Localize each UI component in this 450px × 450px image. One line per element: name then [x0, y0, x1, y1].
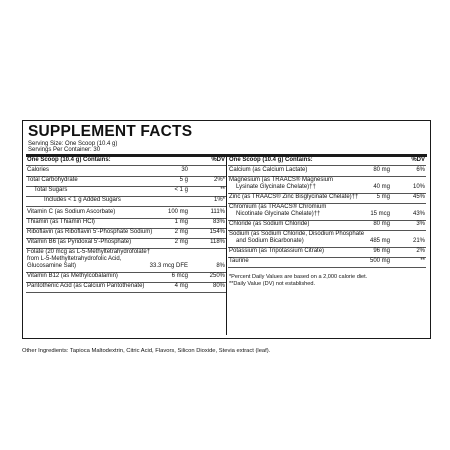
nutrient-label: Thiamin (as Thiamin HCl)	[27, 219, 95, 225]
footnote: *Percent Daily Values are based on a 2,000 calorie diet.	[229, 274, 368, 280]
nutrient-amount: 40 mg	[373, 184, 390, 190]
nutrient-row	[228, 248, 426, 258]
nutrient-label: Chromium (as TRAACS® Chromium	[229, 204, 327, 210]
right-column	[228, 157, 426, 335]
nutrient-row	[26, 177, 226, 187]
nutrient-label: Vitamin B6 (as Pyridoxal 5'-Phosphate)	[27, 239, 132, 245]
nutrient-label: Total Sugars	[34, 187, 68, 193]
nutrient-label: Vitamin B12 (as Methylcobalamin)	[27, 273, 118, 279]
nutrient-label: and Sodium Bicarbonate)	[236, 238, 304, 244]
footnote: **Daily Value (DV) not established.	[229, 281, 316, 287]
nutrient-label: Magnesium (as TRAACS® Magnesium	[229, 177, 334, 183]
column-header	[26, 157, 226, 166]
nutrient-amount: 100 mg	[167, 209, 188, 215]
nutrient-label: Calories	[27, 167, 50, 173]
nutrient-dv: 45%	[412, 194, 425, 200]
nutrient-label: Total Carbohydrate	[27, 177, 78, 183]
nutrient-row	[26, 167, 226, 177]
nutrient-dv: 10%	[412, 184, 425, 190]
nutrient-dv: 80%	[212, 283, 225, 289]
column-header-dv: %DV	[411, 157, 425, 163]
nutrient-amount: 500 mg	[369, 258, 390, 264]
nutrient-amount: 485 mg	[369, 238, 390, 244]
nutrient-dv: 1%*	[213, 197, 225, 203]
nutrient-dv: **	[220, 187, 225, 193]
nutrient-row	[26, 219, 226, 229]
nutrient-row	[26, 209, 226, 219]
nutrient-amount: < 1 g	[174, 187, 188, 193]
nutrient-dv: 2%*	[213, 177, 225, 183]
nutrient-row	[26, 273, 226, 283]
nutrient-label: Pantothenic Acid (as Calcium Pantothenate)	[27, 283, 145, 289]
nutrient-dv: 83%	[212, 219, 225, 225]
nutrient-amount: 80 mg	[373, 167, 390, 173]
nutrient-dv: **	[420, 258, 425, 264]
nutrient-label: Riboflavin (as Riboflavin 5'-Phosphate Sodium)	[27, 229, 153, 235]
panel-title: SUPPLEMENT FACTS	[28, 123, 193, 140]
serving-size: Serving Size: One Scoop (10.4 g)	[28, 141, 118, 147]
nutrient-label: Folate (20 mcg as L-5-Methyltetrahydrofolate†	[27, 249, 151, 255]
nutrient-label: from L-5-Methyltetrahydrofolic Acid,	[27, 256, 122, 262]
column-divider	[226, 155, 227, 335]
supplement-facts-panel	[22, 120, 431, 339]
nutrient-label: Vitamin C (as Sodium Ascorbate)	[27, 209, 116, 215]
column-header-label: One Scoop (10.4 g) Contains:	[229, 157, 313, 163]
nutrient-label: Sodium (as Sodium Chloride, Disodium Phosphate	[229, 231, 365, 237]
column-header	[228, 157, 426, 166]
nutrient-amount: 1 mg	[174, 219, 188, 225]
nutrient-dv: 21%	[412, 238, 425, 244]
nutrient-amount: 6 mcg	[171, 273, 188, 279]
nutrient-amount: 30	[181, 167, 188, 173]
nutrient-label: Taurine	[229, 258, 249, 264]
nutrient-row	[26, 197, 226, 207]
nutrient-dv: 111%	[210, 209, 225, 215]
nutrient-label: Zinc (as TRAACS® Zinc Bisglycinate Chelate)††	[229, 194, 359, 200]
nutrient-label: Glucosamine Salt)	[27, 263, 77, 269]
other-ingredients: Other Ingredients: Tapioca Maltodextrin, Citric Acid, Flavors, Silicon Dioxide, Stevia extract (leaf).	[22, 348, 271, 354]
nutrient-row	[228, 167, 426, 177]
column-header-label: One Scoop (10.4 g) Contains:	[27, 157, 111, 163]
left-column	[26, 157, 226, 335]
column-header-dv: %DV	[211, 157, 225, 163]
nutrient-label: Potassium (as Tripotassium Citrate)	[229, 248, 325, 254]
nutrient-dv: 6%	[416, 167, 425, 173]
nutrient-row	[228, 258, 426, 268]
nutrient-row	[26, 187, 226, 197]
nutrient-row	[228, 221, 426, 231]
nutrient-amount: 33.3 mcg DFE	[149, 263, 188, 269]
nutrient-dv: 43%	[412, 211, 425, 217]
nutrient-label: Nicotinate Glycinate Chelate)††	[236, 211, 321, 217]
nutrient-row	[228, 177, 426, 194]
nutrient-row	[228, 194, 426, 204]
nutrient-row	[228, 231, 426, 248]
nutrient-dv: 3%	[416, 221, 425, 227]
nutrient-row	[26, 239, 226, 249]
nutrient-label: Lysinate Glycinate Chelate)††	[236, 184, 316, 190]
servings-per-container: Servings Per Container: 30	[28, 147, 101, 153]
nutrient-label: Chloride (as Sodium Chloride)	[229, 221, 310, 227]
nutrient-dv: 250%	[209, 273, 225, 279]
nutrient-amount: 80 mg	[373, 221, 390, 227]
nutrient-amount: 15 mcg	[370, 211, 390, 217]
nutrient-dv: 2%	[416, 248, 425, 254]
nutrient-label: Calcium (as Calcium Lactate)	[229, 167, 308, 173]
nutrient-amount: 96 mg	[373, 248, 390, 254]
nutrient-row	[26, 229, 226, 239]
nutrient-label: Includes < 1 g Added Sugars	[44, 197, 121, 203]
nutrient-row	[26, 249, 226, 273]
nutrient-amount: 5 g	[179, 177, 188, 183]
nutrient-amount: 5 mg	[376, 194, 390, 200]
nutrient-row	[26, 283, 226, 293]
nutrient-row	[228, 204, 426, 221]
nutrient-dv: 118%	[210, 239, 225, 245]
nutrient-amount: 4 mg	[174, 283, 188, 289]
nutrient-amount: 2 mg	[174, 229, 188, 235]
nutrient-dv: 8%	[216, 263, 225, 269]
nutrient-dv: 154%	[209, 229, 225, 235]
nutrient-amount: 2 mg	[174, 239, 188, 245]
